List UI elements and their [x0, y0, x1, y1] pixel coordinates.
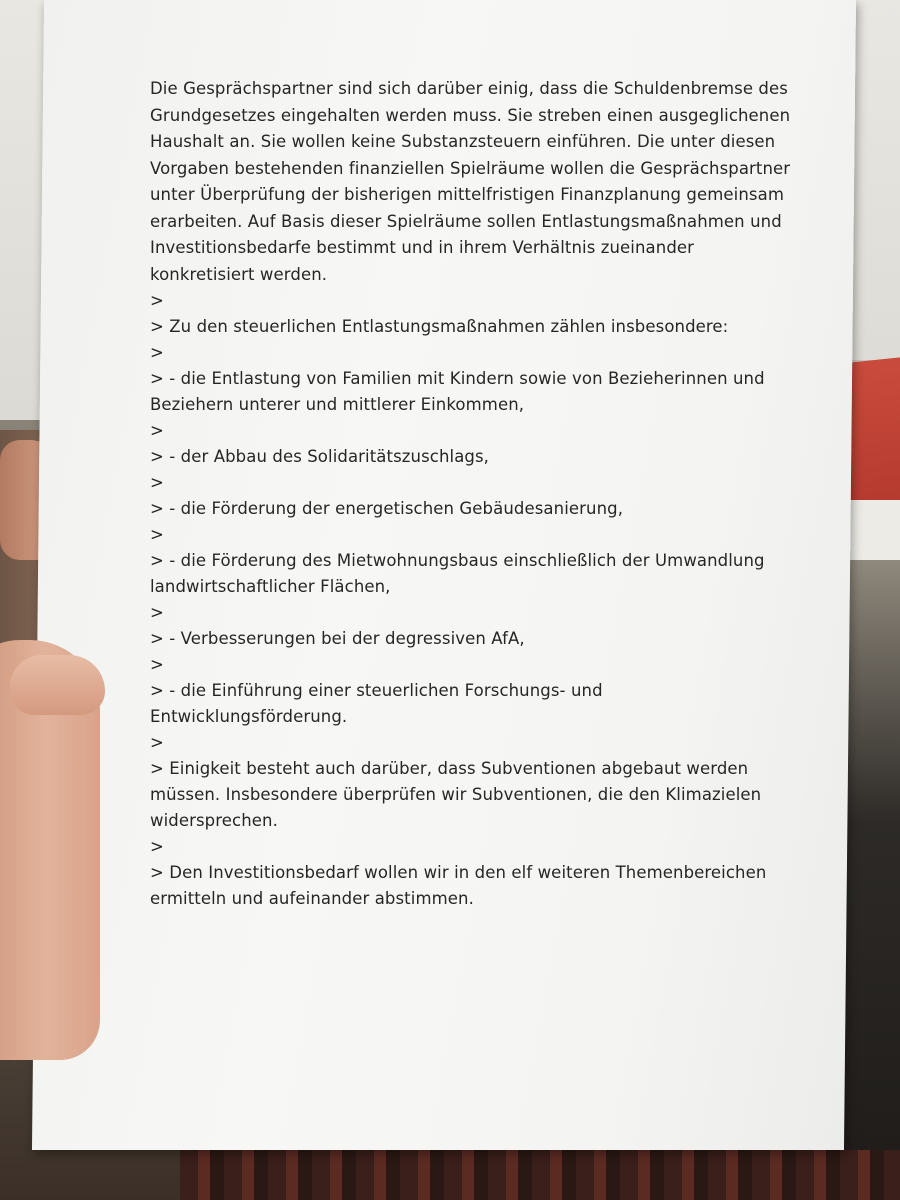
quote-marker: > [150, 421, 164, 440]
quote-marker: > [150, 525, 164, 544]
intro-line: konkretisiert werden. [150, 264, 328, 284]
quote-marker: > [150, 655, 164, 674]
subsidies-paragraph: > Einigkeit besteht auch darüber, dass Subventionen abgebaut werden müssen. Insbesondere überprüfen wir Subventionen, die den Klimazielen widersprechen. [150, 759, 762, 830]
list-item: > - die Förderung des Mietwohnungsbaus einschließlich der Umwandlung landwirtschaftlicher Flächen, [150, 551, 765, 596]
quote-marker: > [150, 603, 164, 622]
quote-marker: > [150, 837, 164, 856]
investment-paragraph: > Den Investitionsbedarf wollen wir in den elf weiteren Themenbereichen ermitteln und aufeinander abstimmen. [150, 863, 767, 908]
list-item: > - der Abbau des Solidaritätszuschlags, [150, 447, 490, 466]
list-item: > - die Einführung einer steuerlichen Forschungs- und Entwicklungsförderung. [150, 681, 609, 726]
intro-line: Die Gesprächspartner sind sich darüber einig, dass die Schuldenbremse des [150, 79, 788, 98]
quote-marker: > [150, 291, 164, 310]
list-item: > - die Entlastung von Familien mit Kindern sowie von Bezieherinnen und Beziehern unterer und mittlerer Einkommen, [150, 369, 765, 414]
intro-line: Investitionsbedarfe bestimmt und in ihrem Verhältnis zueinander [150, 238, 695, 257]
intro-line: unter Überprüfung der bisherigen mittelfristigen Finanzplanung gemeinsam [150, 185, 784, 204]
carpet [180, 1150, 900, 1200]
quote-marker: > [150, 473, 164, 492]
quote-marker: > [150, 343, 164, 362]
intro-line: Vorgaben bestehenden finanziellen Spielräume wollen die Gesprächspartner [150, 158, 791, 178]
list-item: > - die Förderung der energetischen Gebäudesanierung, [150, 499, 624, 518]
intro-line: Haushalt an. Sie wollen keine Substanzsteuern einführen. Die unter diesen [150, 132, 776, 151]
red-folder [850, 357, 900, 512]
quote-marker: > [150, 733, 164, 752]
thumb [10, 655, 105, 715]
list-heading: > Zu den steuerlichen Entlastungsmaßnahmen zählen insbesondere: [150, 317, 729, 336]
document-text [150, 76, 800, 912]
intro-line: Grundgesetzes eingehalten werden muss. Sie streben einen ausgeglichenen [150, 105, 791, 125]
list-item: > - Verbesserungen bei der degressiven AfA, [150, 629, 525, 648]
intro-paragraph [150, 76, 800, 288]
intro-line: erarbeiten. Auf Basis dieser Spielräume sollen Entlastungsmaßnahmen und [150, 211, 782, 231]
